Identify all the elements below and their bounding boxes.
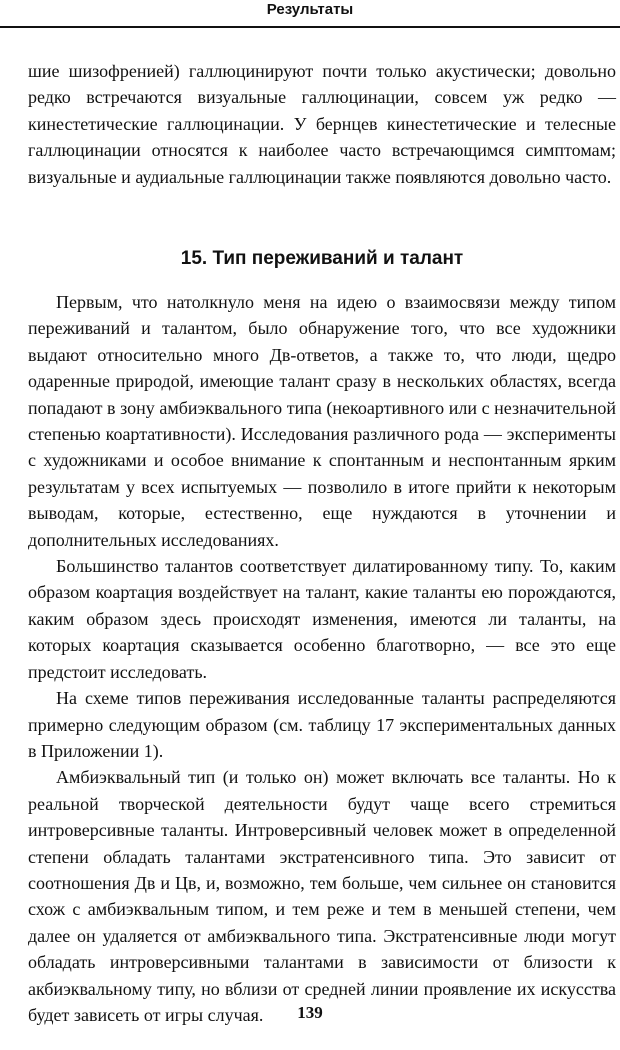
running-title: Результаты bbox=[266, 1, 354, 18]
section-heading: 15. Тип переживаний и талант bbox=[180, 248, 464, 269]
section-body bbox=[28, 289, 616, 1028]
paragraph-3: На схеме типов переживания исследованные таланты распределяются примерно следующим образом (см. таблицу 17 экспериментальных данных в Приложении 1). bbox=[28, 688, 616, 761]
paragraph-4: Амбиэквальный тип (и только он) может включать все таланты. Но к реальной творческой деятельности будут чаще всего стремиться интроверсивные таланты. Интроверсивный человек может в определенной степени обладать талантами экстратенсивного типа. Это зависит от соотношения Дв и Цв, и, возможно, тем больше, чем сильнее он становится схож с амбиэквальным типом, и тем реже и тем в меньшей степени, чем далее он удаляется от амбиэквального типа. Экстратенсивные люди могут обладать интроверсивными талантами в зависимости от близости к акбиэквальному типу, но вблизи от средней линии проявление их искусства будет зависеть от игры случая. bbox=[28, 767, 616, 1025]
page-number: 139 bbox=[297, 1003, 323, 1022]
continuation-block bbox=[28, 58, 616, 190]
continuation-paragraph: шие шизофренией) галлюцинируют почти только акустически; довольно редко встречаются визуальные галлюцинации, совсем уж редко — кинестетические галлюцинации. У бернцев кинестетические и телесные галлюцинации относятся к наиболее часто встречающимся симптомам; визуальные и аудиальные галлюцинации также появляются довольно часто. bbox=[28, 61, 616, 187]
paragraph-1: Первым, что натолкнуло меня на идею о взаимосвязи между типом переживаний и талантом, было обнаружение того, что все художники выдают относительно много Дв-ответов, а также то, что люди, щедро одаренные природой, имеющие талант сразу в нескольких областях, всегда попадают в зону амбиэквального типа (некоартивного или с незначительной степенью коартативности). Исследования различного рода — эксперименты с художниками и особое внимание к спонтанным и неспонтанным ярким результатам у всех испытуемых — позволило в итоге прийти к некоторым выводам, которые, естественно, еще нуждаются в уточнении и дополнительных исследованиях. bbox=[28, 292, 616, 550]
header-rule bbox=[0, 26, 620, 28]
paragraph-2: Большинство талантов соответствует дилатированному типу. То, каким образом коартация воздействует на талант, какие таланты ею порождаются, каким образом здесь происходят изменения, имеются ли таланты, на которых коартация сказывается особенно благотворно, — все это еще предстоит исследовать. bbox=[28, 556, 616, 682]
